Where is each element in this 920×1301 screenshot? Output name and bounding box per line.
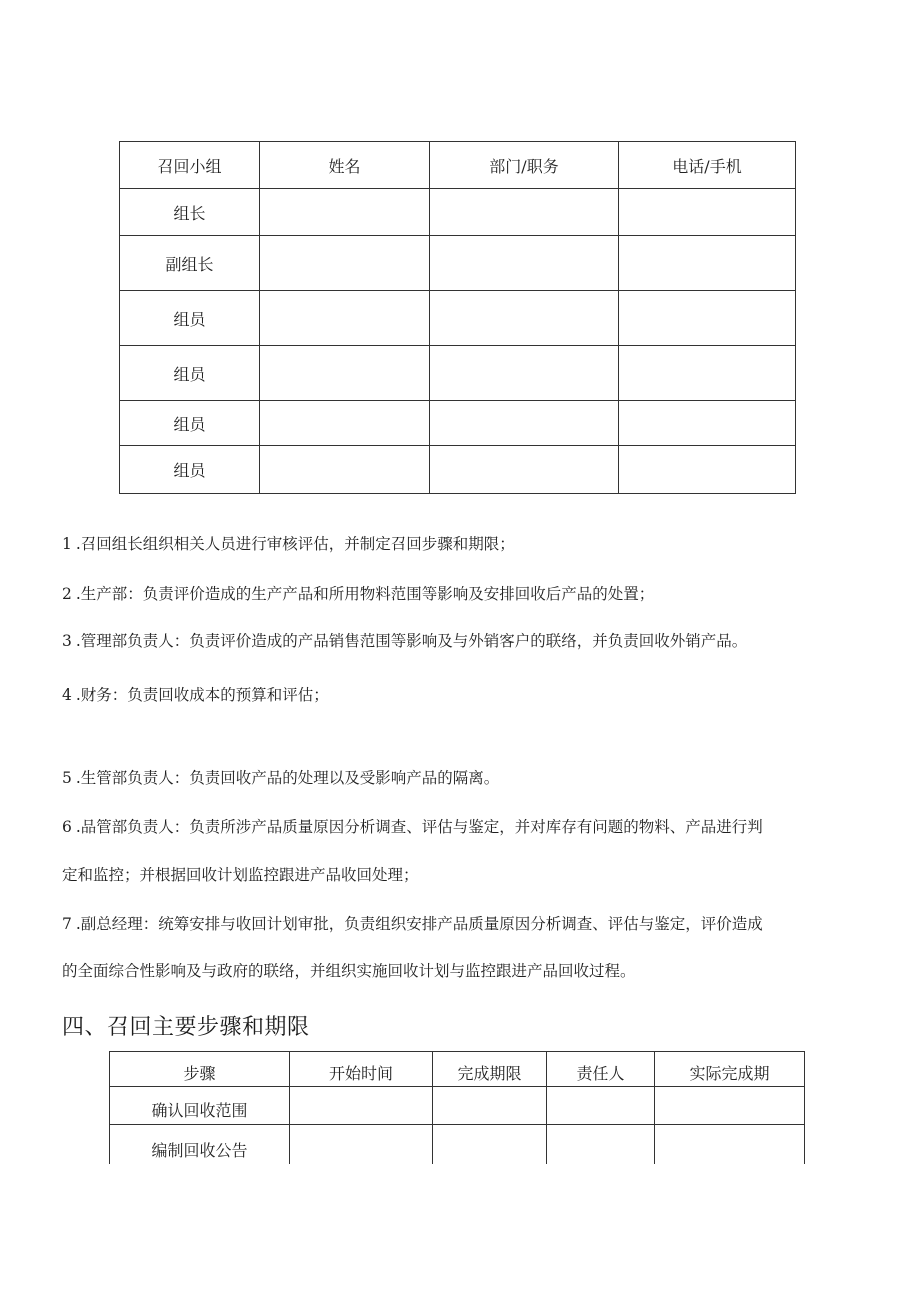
- start-cell[interactable]: [290, 1087, 433, 1125]
- duty-number: 2: [62, 585, 72, 603]
- step-cell: 确认回收范围: [110, 1087, 290, 1125]
- duty-text: .财务：负责回收成本的预算和评估；: [75, 686, 329, 704]
- header-recall-team: 召回小组: [120, 142, 260, 189]
- duty-item-4: [62, 685, 852, 705]
- table-row: [120, 291, 796, 346]
- phone-cell[interactable]: [619, 446, 796, 494]
- header-deadline: 完成期限: [433, 1052, 547, 1087]
- header-department: 部门/职务: [430, 142, 619, 189]
- role-cell: 组员: [120, 291, 260, 346]
- duty-number: 6: [62, 818, 72, 836]
- table-row: [120, 236, 796, 291]
- phone-cell[interactable]: [619, 401, 796, 446]
- dept-cell[interactable]: [430, 189, 619, 236]
- dept-cell[interactable]: [430, 236, 619, 291]
- table-row: [120, 189, 796, 236]
- table-row: [110, 1125, 805, 1165]
- recall-team-table: [119, 141, 796, 494]
- role-cell: 组员: [120, 401, 260, 446]
- name-cell[interactable]: [260, 291, 430, 346]
- header-step: 步骤: [110, 1052, 290, 1087]
- table-header-row: [120, 142, 796, 189]
- dept-cell[interactable]: [430, 446, 619, 494]
- table-header-row: [110, 1052, 805, 1087]
- name-cell[interactable]: [260, 346, 430, 401]
- table-row: [120, 401, 796, 446]
- table-row: [120, 346, 796, 401]
- role-cell: 副组长: [120, 236, 260, 291]
- actual-cell[interactable]: [655, 1125, 805, 1165]
- duty-text: .召回组长组织相关人员进行审核评估，并制定召回步骤和期限；: [75, 535, 515, 553]
- duty-text: .品管部负责人：负责所涉产品质量原因分析调查、评估与鉴定，并对库存有问题的物料、产品进行判: [75, 818, 763, 836]
- table-row: [120, 446, 796, 494]
- duty-text: .生产部：负责评价造成的生产产品和所用物料范围等影响及安排回收后产品的处置；: [75, 585, 655, 603]
- section-heading: 四、召回主要步骤和期限: [62, 1015, 310, 1040]
- name-cell[interactable]: [260, 236, 430, 291]
- duty-item-6: [62, 817, 852, 837]
- duty-item-5: [62, 768, 852, 788]
- name-cell[interactable]: [260, 446, 430, 494]
- step-cell: 编制回收公告: [110, 1125, 290, 1165]
- recall-steps-table: [109, 1051, 805, 1164]
- duty-item-6-continued: [62, 865, 852, 885]
- phone-cell[interactable]: [619, 189, 796, 236]
- phone-cell[interactable]: [619, 346, 796, 401]
- dept-cell[interactable]: [430, 346, 619, 401]
- dept-cell[interactable]: [430, 291, 619, 346]
- header-owner: 责任人: [547, 1052, 655, 1087]
- header-phone: 电话/手机: [619, 142, 796, 189]
- owner-cell[interactable]: [547, 1125, 655, 1165]
- duty-number: 4: [62, 686, 72, 704]
- duty-number: 5: [62, 769, 72, 787]
- owner-cell[interactable]: [547, 1087, 655, 1125]
- deadline-cell[interactable]: [433, 1087, 547, 1125]
- table-row: [110, 1087, 805, 1125]
- duty-item-7: [62, 914, 852, 934]
- duty-number: 1: [62, 535, 72, 553]
- phone-cell[interactable]: [619, 291, 796, 346]
- name-cell[interactable]: [260, 189, 430, 236]
- role-cell: 组长: [120, 189, 260, 236]
- role-cell: 组员: [120, 346, 260, 401]
- deadline-cell[interactable]: [433, 1125, 547, 1165]
- duty-number: 3: [62, 632, 72, 650]
- header-actual-completion: 实际完成期: [655, 1052, 805, 1087]
- duty-item-2: [62, 584, 852, 604]
- dept-cell[interactable]: [430, 401, 619, 446]
- header-start-time: 开始时间: [290, 1052, 433, 1087]
- header-name: 姓名: [260, 142, 430, 189]
- duty-text-continued: 定和监控；并根据回收计划监控跟进产品收回处理；: [62, 866, 419, 884]
- duty-item-1: [62, 534, 852, 554]
- phone-cell[interactable]: [619, 236, 796, 291]
- duty-text: .副总经理：统筹安排与收回计划审批，负责组织安排产品质量原因分析调查、评估与鉴定，评价造成: [75, 915, 763, 933]
- duty-text: .管理部负责人：负责评价造成的产品销售范围等影响及与外销客户的联络，并负责回收外销产品。: [75, 632, 748, 650]
- actual-cell[interactable]: [655, 1087, 805, 1125]
- start-cell[interactable]: [290, 1125, 433, 1165]
- duty-item-7-continued: [62, 961, 852, 981]
- duty-text-continued: 的全面综合性影响及与政府的联络，并组织实施回收计划与监控跟进产品回收过程。: [62, 962, 636, 980]
- duty-text: .生管部负责人：负责回收产品的处理以及受影响产品的隔离。: [75, 769, 500, 787]
- duty-number: 7: [62, 915, 72, 933]
- name-cell[interactable]: [260, 401, 430, 446]
- role-cell: 组员: [120, 446, 260, 494]
- duty-item-3: [62, 631, 852, 651]
